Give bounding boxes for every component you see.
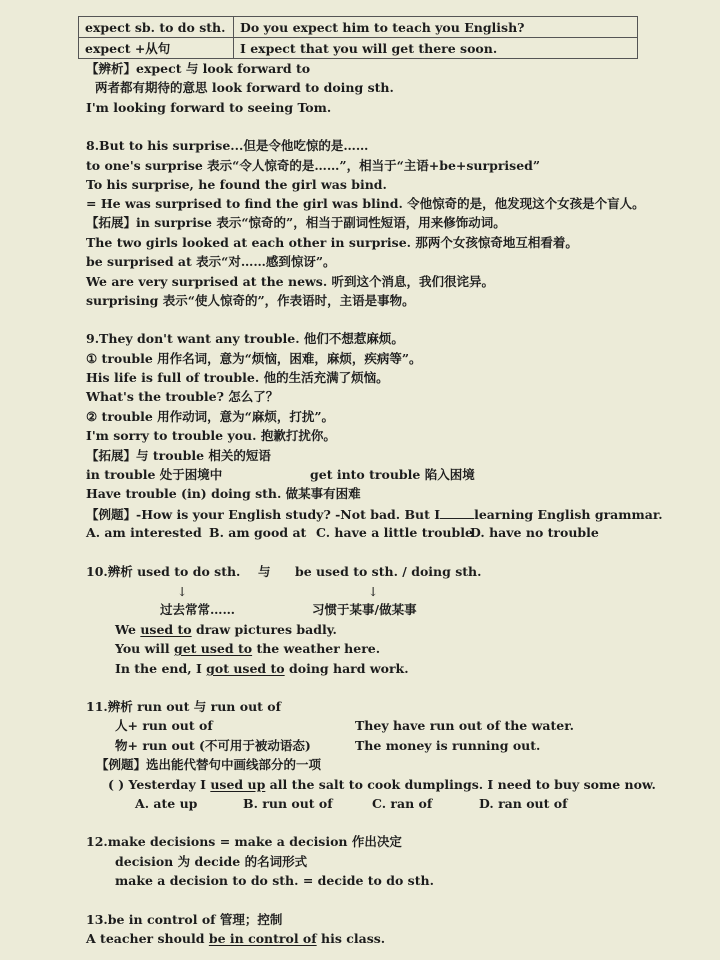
option-a: A. am interested xyxy=(86,525,202,540)
underlined-phrase: used up xyxy=(210,777,266,792)
example-sentence xyxy=(115,622,337,638)
bianxi-example: I'm looking forward to seeing Tom. xyxy=(86,100,332,115)
text-span: his class. xyxy=(316,931,386,946)
meaning-text: 过去常常…… xyxy=(160,602,236,617)
text-line: The money is running out. xyxy=(355,738,541,753)
option-c: C. ran of xyxy=(372,796,433,811)
option-b: B. am good at xyxy=(209,525,307,540)
expect-usage-table xyxy=(78,16,638,59)
example-sentence xyxy=(115,641,380,657)
text-line: to one's surprise 表示“令人惊奇的是……”，相当于“主语+be+surprised” xyxy=(86,158,541,173)
text-span: You will xyxy=(115,641,174,656)
text-line: = He was surprised to find the girl was blind. 令他惊奇的是，他发现这个女孩是个盲人。 xyxy=(86,196,645,211)
table-row xyxy=(79,17,638,38)
text-line: surprising 表示“使人惊奇的”，作表语时，主语是事物。 xyxy=(86,293,415,308)
text-line: 物+ run out (不可用于被动语态) xyxy=(115,738,311,753)
option-a: A. ate up xyxy=(135,796,198,811)
down-arrow-icon: ↓ xyxy=(177,584,188,599)
text-span: In the end, I xyxy=(115,661,207,676)
text-line: get into trouble 陷入困境 xyxy=(310,467,475,482)
example-question xyxy=(108,777,656,793)
text-line: They have run out of the water. xyxy=(355,718,574,733)
text-line: 与 xyxy=(258,564,271,579)
underlined-phrase: used to xyxy=(140,622,192,637)
table-row xyxy=(79,38,638,59)
example-question xyxy=(86,506,663,523)
text-line: Have trouble (in) doing sth. 做某事有困难 xyxy=(86,486,361,501)
table-cell-example: I expect that you will get there soon. xyxy=(234,38,638,59)
text-line: His life is full of trouble. 他的生活充满了烦恼。 xyxy=(86,370,389,385)
text-line: What's the trouble? 怎么了？ xyxy=(86,389,279,404)
text-line: I'm sorry to trouble you. 抱歉打扰你。 xyxy=(86,428,336,443)
bianxi-heading: 【辨析】expect 与 look forward to xyxy=(86,61,311,76)
option-c: C. have a little trouble xyxy=(316,525,473,540)
text-line: be used to sth. / doing sth. xyxy=(295,564,482,579)
text-line: To his surprise, he found the girl was bind. xyxy=(86,177,387,192)
meaning-text: 习惯于某事/做某事 xyxy=(312,602,417,617)
text-span: ( ) Yesterday I xyxy=(108,777,211,792)
text-line: We are very surprised at the news. 听到这个消息，我们很诧异。 xyxy=(86,274,495,289)
question-text: 【例题】-How is your English study? -Not bad. But I xyxy=(86,507,441,522)
text-line: The two girls looked at each other in surprise. 那两个女孩惊奇地互相看着。 xyxy=(86,235,578,250)
section-11-title: 11.辨析 run out 与 run out of xyxy=(86,699,281,714)
underlined-phrase: got used to xyxy=(206,661,285,676)
question-text: learning English grammar. xyxy=(474,507,663,522)
text-line: 人+ run out of xyxy=(115,718,213,733)
example-sentence xyxy=(86,931,385,947)
text-line: 【拓展】与 trouble 相关的短语 xyxy=(86,448,271,463)
section-9-title: 9.They don't want any trouble. 他们不想惹麻烦。 xyxy=(86,331,404,346)
table-cell-example: Do you expect him to teach you English? xyxy=(234,17,638,38)
text-span: We xyxy=(115,622,141,637)
text-line: in trouble 处于困境中 xyxy=(86,467,223,482)
text-span: A teacher should xyxy=(86,931,209,946)
text-line: ① trouble 用作名词，意为“烦恼，困难，麻烦，疾病等”。 xyxy=(86,351,422,366)
text-line: decision 为 decide 的名词形式 xyxy=(115,854,308,869)
option-d: D. have no trouble xyxy=(470,525,599,540)
bianxi-line: 两者都有期待的意思 look forward to doing sth. xyxy=(95,80,394,95)
section-8-title: 8.But to his surprise...但是令他吃惊的是…… xyxy=(86,138,369,153)
text-span: the weather here. xyxy=(252,641,381,656)
text-line: be surprised at 表示“对……感到惊讶”。 xyxy=(86,254,336,269)
table-cell-phrase: expect sb. to do sth. xyxy=(79,17,234,38)
table-cell-phrase: expect +从句 xyxy=(79,38,234,59)
text-line: 【例题】选出能代替句中画线部分的一项 xyxy=(96,757,322,772)
underlined-phrase: be in control of xyxy=(208,931,317,946)
underlined-phrase: get used to xyxy=(173,641,253,656)
text-span: doing hard work. xyxy=(284,661,409,676)
example-sentence xyxy=(115,661,409,677)
text-span: all the salt to cook dumplings. I need to buy some now. xyxy=(265,777,656,792)
option-d: D. ran out of xyxy=(479,796,568,811)
answer-blank xyxy=(440,506,474,519)
text-line: make a decision to do sth. = decide to do sth. xyxy=(115,873,434,888)
section-10-title: 10.辨析 used to do sth. xyxy=(86,564,241,579)
option-b: B. run out of xyxy=(243,796,333,811)
text-line: 【拓展】in surprise 表示“惊奇的”，相当于副词性短语，用来修饰动词。 xyxy=(86,215,506,230)
section-13-title: 13.be in control of 管理；控制 xyxy=(86,912,283,927)
text-span: draw pictures badly. xyxy=(191,622,337,637)
section-12-title: 12.make decisions = make a decision 作出决定 xyxy=(86,834,402,849)
text-line: ② trouble 用作动词，意为“麻烦，打扰”。 xyxy=(86,409,335,424)
down-arrow-icon: ↓ xyxy=(368,584,379,599)
